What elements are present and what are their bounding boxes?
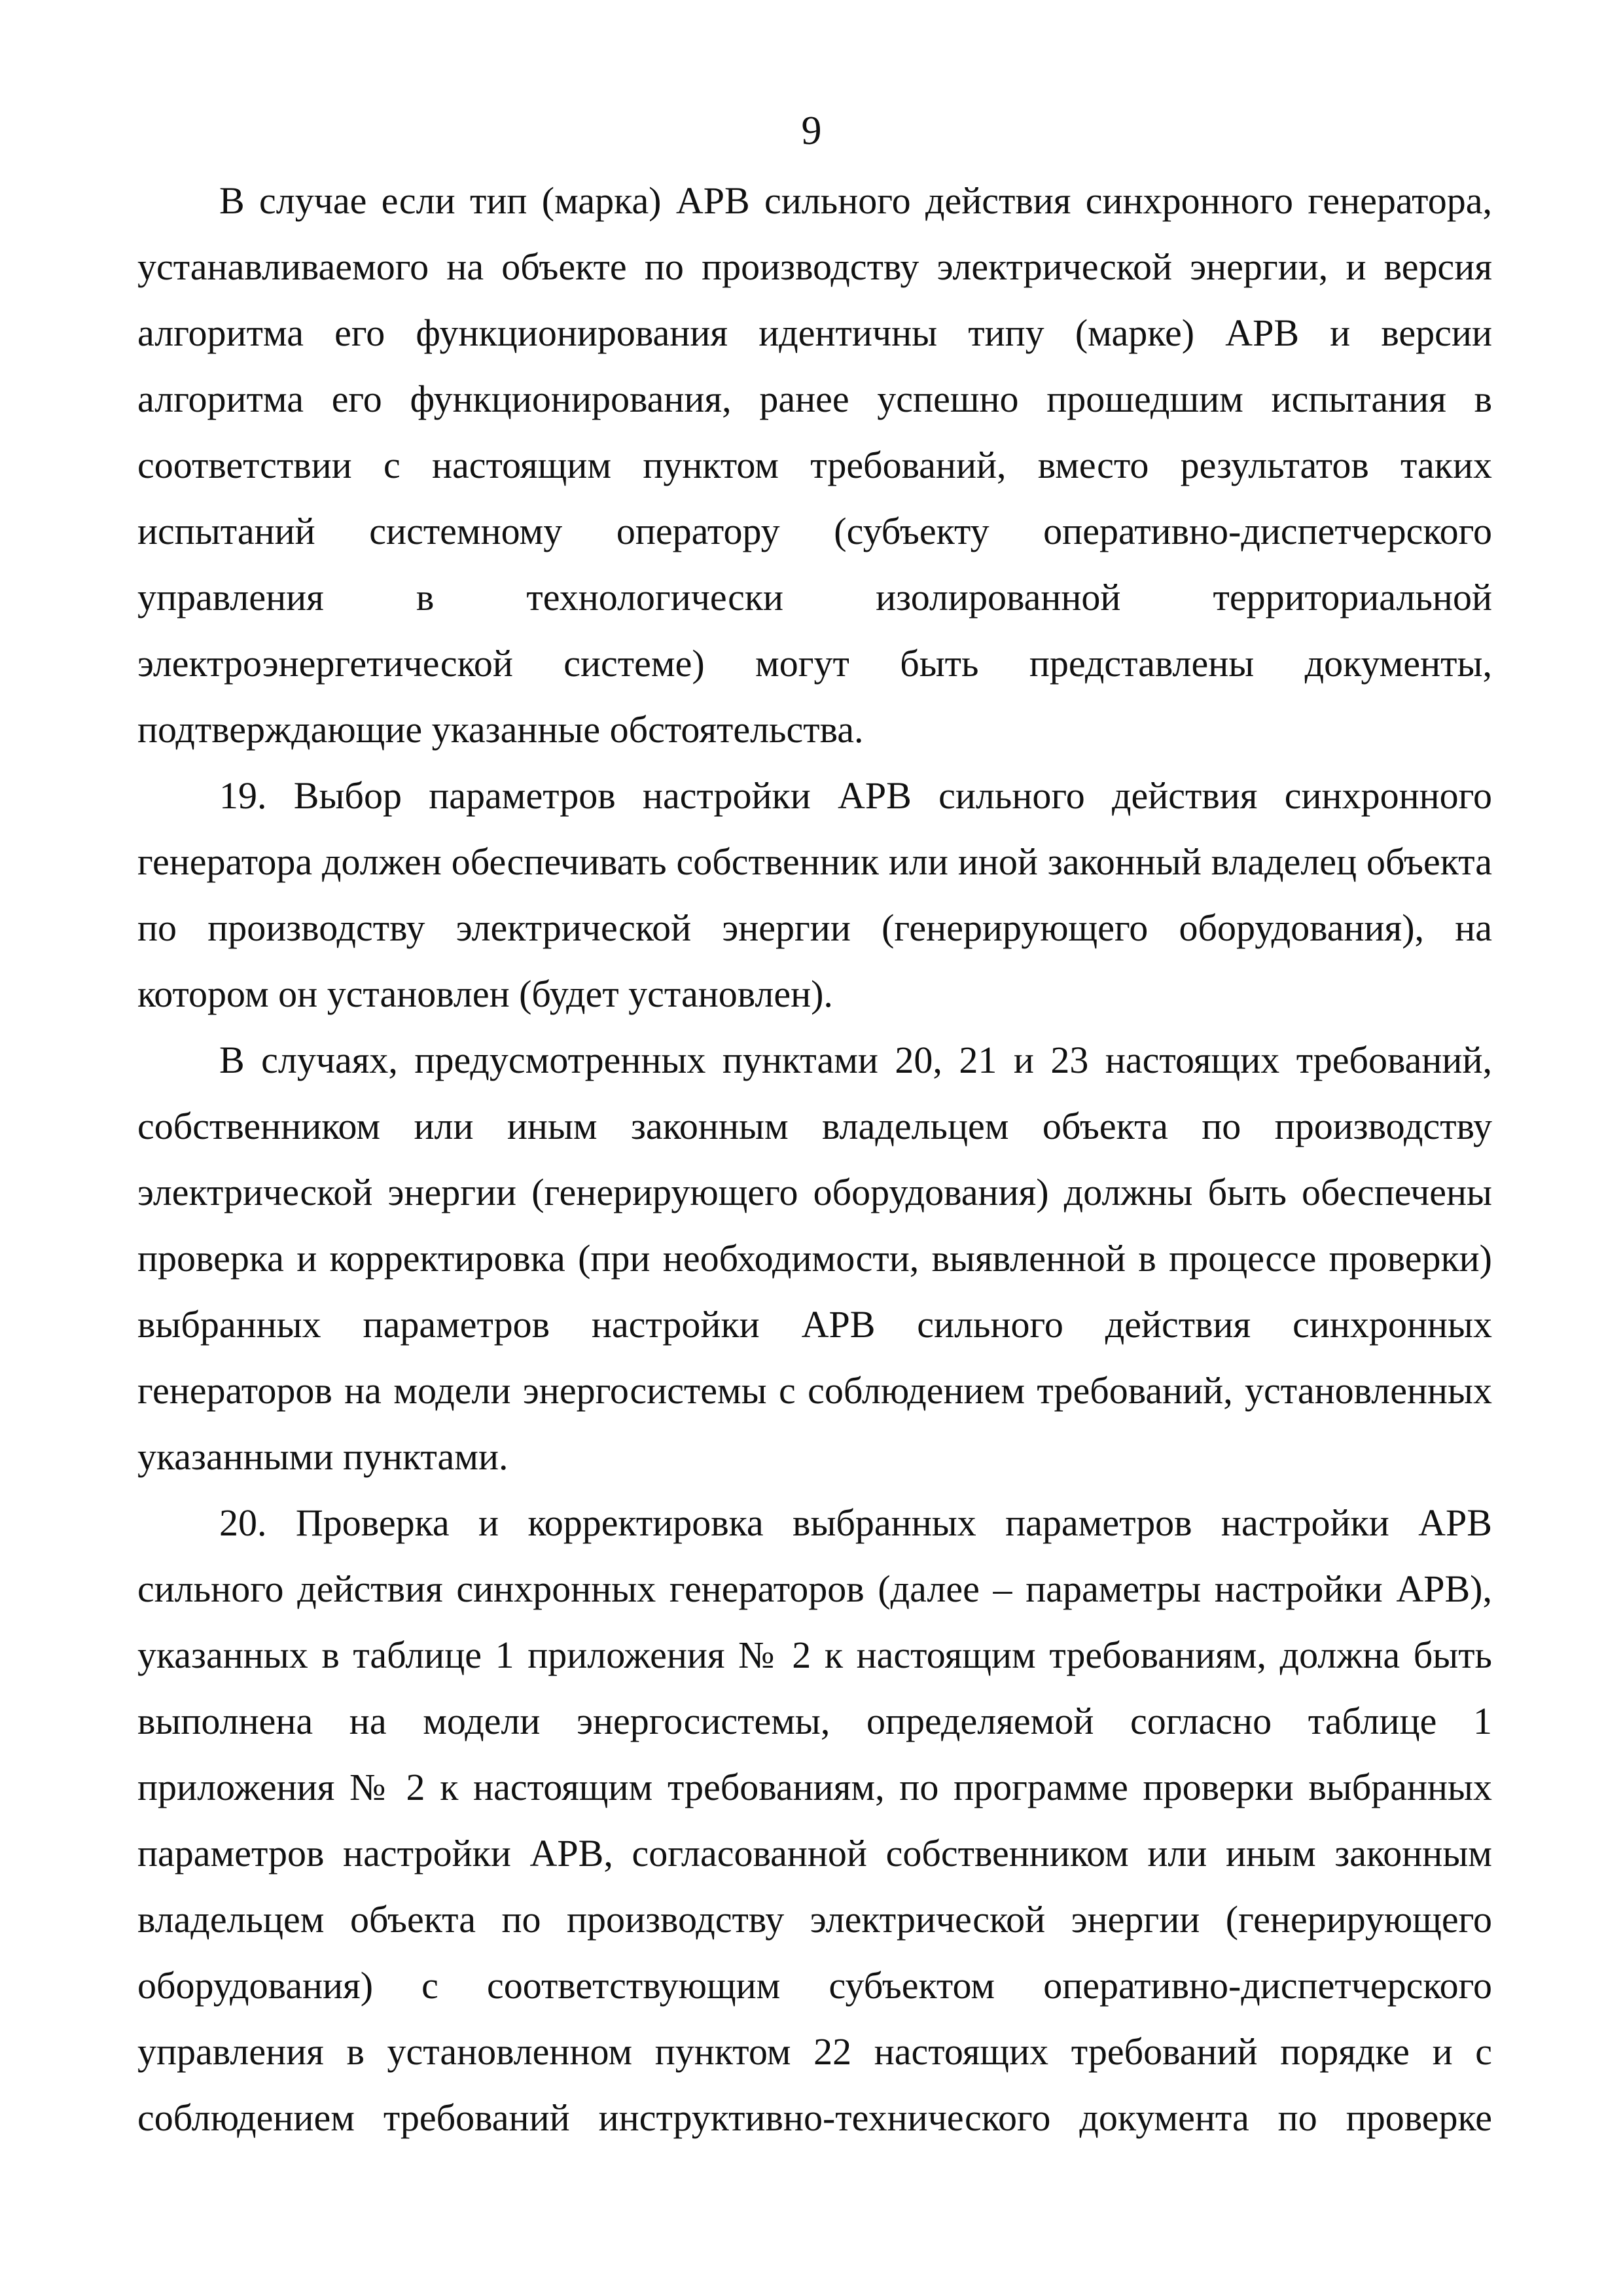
paragraph-item-20 (137, 1490, 1492, 2151)
text-line: приложения № 2 к настоящим требованиям, по программе проверки выбранных (137, 1766, 1492, 1808)
text-line: устанавливаемого на объекте по производству электрической энергии, и версия (137, 245, 1492, 288)
paragraph-3 (137, 1027, 1492, 1490)
text-line: алгоритма его функционирования идентичны типу (марке) АРВ и версии (137, 312, 1492, 354)
text-line: выбранных параметров настройки АРВ сильного действия синхронных (137, 1303, 1492, 1346)
text-line: 19. Выбор параметров настройки АРВ сильного действия синхронного (219, 774, 1492, 817)
text-line: генератора должен обеспечивать собственник или иной законный владелец объекта (137, 840, 1492, 883)
text-line: управления в установленном пунктом 22 настоящих требований порядке и с (137, 2030, 1492, 2073)
text-line: электроэнергетической системе) могут быть представлены документы, (137, 642, 1492, 685)
page-number: 9 (801, 109, 822, 153)
text-line: выполнена на модели энергосистемы, определяемой согласно таблице 1 (137, 1700, 1492, 1742)
text-line: электрической энергии (генерирующего оборудования) должны быть обеспечены (137, 1171, 1492, 1213)
text-line: проверка и корректировка (при необходимости, выявленной в процессе проверки) (137, 1237, 1492, 1280)
text-line: алгоритма его функционирования, ранее успешно прошедшим испытания в (137, 378, 1492, 420)
text-line: В случае если тип (марка) АРВ сильного действия синхронного генератора, (219, 179, 1492, 222)
text-line: по производству электрической энергии (генерирующего оборудования), на (137, 906, 1492, 949)
text-line: владельцем объекта по производству электрической энергии (генерирующего (137, 1898, 1492, 1941)
paragraph-1 (137, 168, 1492, 762)
text-line: 20. Проверка и корректировка выбранных параметров настройки АРВ (219, 1501, 1492, 1544)
document-body (137, 168, 1492, 2151)
text-line: указанных в таблице 1 приложения № 2 к настоящим требованиям, должна быть (137, 1634, 1492, 1676)
text-line: подтверждающие указанные обстоятельства. (137, 708, 864, 751)
text-line: сильного действия синхронных генераторов (далее – параметры настройки АРВ), (137, 1568, 1492, 1610)
text-line: управления в технологически изолированной территориальной (137, 576, 1492, 619)
text-line: котором он установлен (будет установлен). (137, 973, 833, 1015)
text-line: собственником или иным законным владельцем объекта по производству (137, 1105, 1492, 1147)
text-line: оборудования) с соответствующим субъектом оперативно-диспетчерского (137, 1964, 1492, 2007)
text-line: параметров настройки АРВ, согласованной собственником или иным законным (137, 1832, 1492, 1874)
text-line: соблюдением требований инструктивно-технического документа по проверке (137, 2096, 1492, 2139)
paragraph-item-19 (137, 762, 1492, 1027)
text-line: указанными пунктами. (137, 1435, 508, 1478)
text-line: генераторов на модели энергосистемы с соблюдением требований, установленных (137, 1369, 1492, 1412)
text-line: В случаях, предусмотренных пунктами 20, 21 и 23 настоящих требований, (219, 1039, 1492, 1081)
text-line: соответствии с настоящим пунктом требований, вместо результатов таких (137, 444, 1492, 486)
text-line: испытаний системному оператору (субъекту оперативно-диспетчерского (137, 510, 1492, 552)
